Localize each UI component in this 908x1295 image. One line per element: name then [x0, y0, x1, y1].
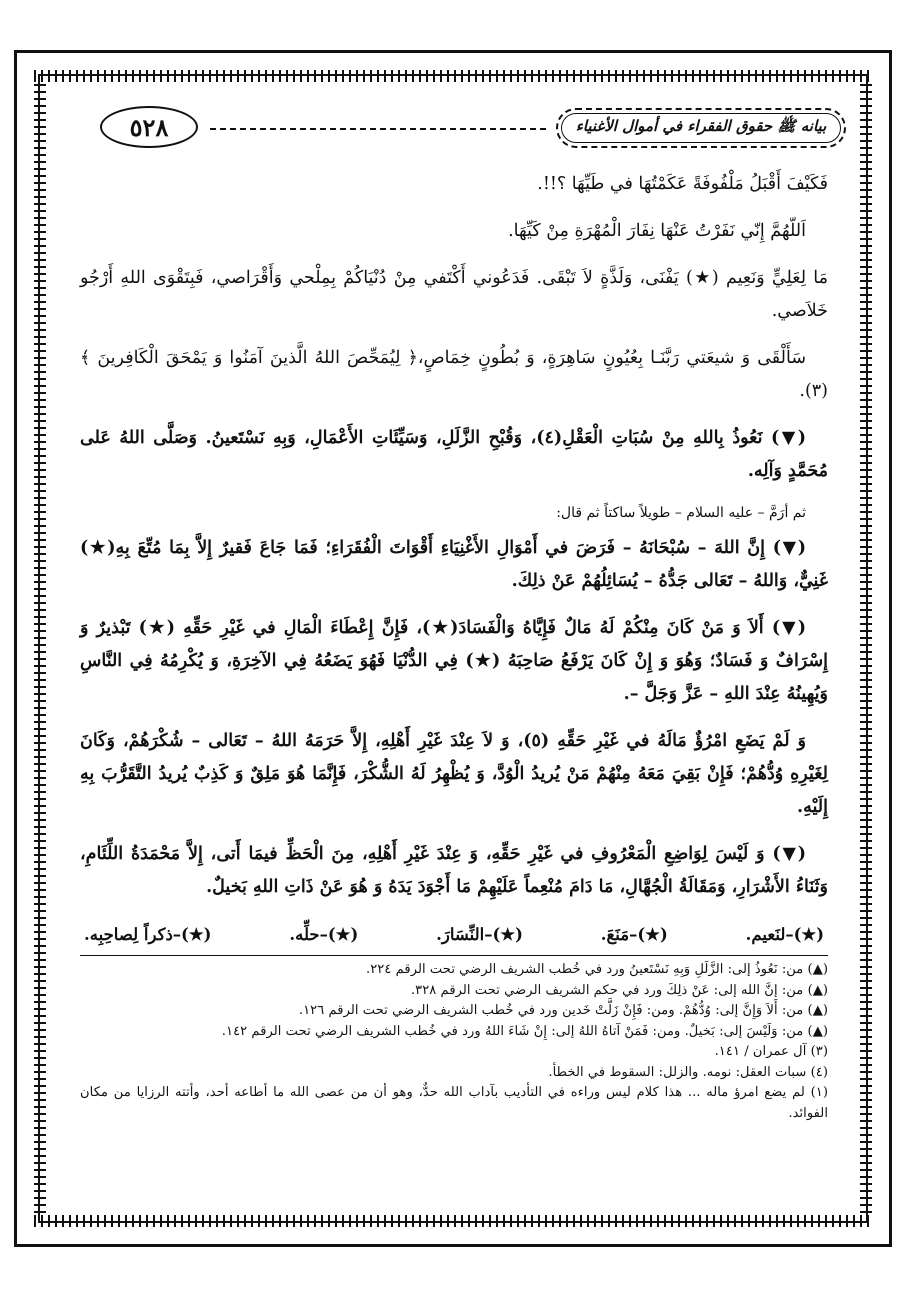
page-body — [80, 168, 828, 1124]
narration-line: ثم أرَمَّ – عليه السلام – طويلاً ساكتاً ثم قال: — [556, 505, 806, 521]
chapter-title-box — [556, 108, 846, 148]
glossary-term: (★)–حلِّه. — [289, 925, 359, 944]
paragraph: وَ لَمْ يَضَعِ امْرُؤٌ مَالَهُ في غَيْرِ حَقِّهِ (٥)، وَ لاَ عِنْدَ غَيْرِ أَهْلِهِ، إِلاَّ حَرَمَهُ اللهُ – تَعَالى – شُكْرَهُمْ، وَكَانَ لِغَيْرِهِ وُدُّهُمْ؛ فَإِنْ بَقِيَ مَعَهُ مِنْهُمْ مَنْ يُريدُ الْوُدَّ، وَ يُظْهِرُ لَهُ الشُّكْرَ، فَإِنَّمَا هُوَ مَلِقٌ وَ كَذِبٌ يُريدُ التَّقَرُّبَ بِهِ إِلَيْهِ. — [80, 731, 828, 817]
glossary-term: (★)–النِّسَارَ. — [436, 925, 523, 944]
footnote: (٤) سبات العقل: نومه. والزلل: السقوط في الخطأ. — [548, 1064, 828, 1080]
glossary-term: (★)–ذكراً لِصاحِبِه. — [84, 925, 212, 944]
paragraph: (▼) أَلاَ وَ مَنْ كَانَ مِنْكُمْ لَهُ مَالٌ فَإِيَّاهُ وَالْفَسَادَ(★)، فَإِنَّ إِعْطَاءَ الْمَالِ في غَيْرِ حَقِّهِ (★) تَبْذيرٌ وَ إِسْرَافٌ وَ فَسَادٌ؛ وَهُوَ وَ إِنْ كَانَ يَرْفَعُ صَاحِبَهُ (★) فِي الدُّنْيَا فَهُوَ يَضَعُهُ فِي الآخِرَةِ، وَ يُكْرِمُهُ فِي النَّاسِ وَيُهِينُهُ عِنْدَ اللهِ – عَزَّ وَجَلَّ –. — [80, 618, 828, 704]
footnote: (١) لم يضع امرؤ ماله ... هذا كلام ليس وراءه في التأديب بآداب الله حدٌّ، وهو أن من عصى الله ما أطاعه أحد، وأتته الرزايا من مكان الفوائد. — [80, 1085, 828, 1121]
glossary-terms — [80, 918, 828, 951]
glossary-term: (★)–مَنَعَ. — [600, 925, 668, 944]
paragraph: سَأَلْقَى وَ شيعَتي رَبَّنَـا بِعُيُونٍ سَاهِرَةٍ، وَ بُطُونٍ خِمَاصٍ،﴿ لِيُمَحِّصَ اللهُ الَّذينَ آمَنُوا وَ يَمْحَقَ الْكَافِرينَ ﴾(٣). — [80, 348, 828, 401]
footnote: (▲) من: إنَّ الله إلى: عَنْ ذلِكَ ورد في حكم الشريف الرضي تحت الرقم ٣٢٨. — [410, 982, 828, 998]
glossary-term: (★)–لنَعيم. — [745, 925, 824, 944]
footnote: (▲) من: أَلاَ وَإِنَّ إلى: وُدُّهُمْ. ومن: فَإِنْ زَلَّتْ خَدين ورد في خُطب الشريف الرضي تحت الرقم ١٢٦. — [298, 1003, 828, 1018]
page-number: ٥٢٨ — [129, 112, 169, 142]
paragraph: (▼) إِنَّ اللهَ – سُبْحَانَهُ – فَرَضَ في أَمْوَالِ الأَغْنِيَاءِ أَقْوَاتَ الْفُقَرَاءِ؛ فَمَا جَاعَ فَقيرٌ إِلاَّ بِمَا مُتِّعَ بِهِ(★) غَنِيٌّ، وَاللهُ – تَعَالى جَدُّهُ – يُسَائِلُهُمْ عَنْ ذلِكَ. — [80, 538, 828, 591]
footnote: (▲) من: وَلَيْسَ إلى: بَخيلٌ. ومن: فَمَنْ آتاهُ اللهُ إلى: إِنْ شَاءَ اللهُ ورد في خُطب الشريف الرضي تحت الرقم ١٤٢. — [221, 1023, 828, 1039]
footnote: (٣) آل عمران / ١٤١. — [714, 1044, 828, 1059]
header-divider — [210, 128, 546, 130]
paragraph: فَكَيْفَ أَقْبَلُ مَلْفُوفَةً عَكَمْتُهَا في طَيِّهَا ؟!!. — [537, 174, 828, 194]
footnotes — [80, 955, 828, 1124]
paragraph: مَا لِعَلِيٍّ وَنَعِيم (★) يَفْنَى، وَلَذَّةٍ لاَ تَبْقَى. فَدَعُوني أَكْتَفي مِنْ دُنْيَاكُمْ بِمِلْحي وَأَقْرَاصي، فَبِتَقْوَى اللهِ أَرْجُو خَلاَصي. — [80, 268, 828, 321]
paragraph: (▼) نَعُوذُ بِاللهِ مِنْ سُبَاتِ الْعَقْلِ(٤)، وَقُبْحِ الزَّلَلِ، وَسَيِّئَاتِ الأَعْمَالِ، وَبِهِ نَسْتَعينُ. وَصَلَّى اللهُ عَلى مُحَمَّدٍ وَآلِه. — [80, 428, 828, 481]
footnote: (▲) من: نَعُوذُ إلى: الزَّلَلِ وَبِهِ نَسْتَعينُ ورد في خُطب الشريف الرضي تحت الرقم ٢٢٤. — [365, 962, 828, 977]
page-number-box — [100, 106, 198, 148]
paragraph: (▼) وَ لَيْسَ لِوَاضِعِ الْمَعْرُوفِ في غَيْرِ حَقِّهِ، وَ عِنْدَ غَيْرِ أَهْلِهِ، مِنَ الْحَظِّ فيمَا أَتى، إِلاَّ مَحْمَدَةُ اللِّئَامِ، وَثَنَاءُ الأَشْرَارِ، وَمَقَالَةُ الْجُهَّالِ، مَا دَامَ مُنْعِماً عَلَيْهِمْ مَا أَجْوَدَ يَدَهُ وَ هُوَ عَنْ ذَاتِ اللهِ بَخيلٌ. — [80, 844, 828, 897]
paragraph: اَللّهُمَّ إِنّي نَفَرْتُ عَنْهَا نِفَارَ الْمُهْرَةِ مِنْ كَيِّهَا. — [508, 221, 806, 241]
chapter-title: بيانه ﷺ حقوق الفقراء في أموال الأغنياء — [575, 117, 827, 135]
page-header — [60, 102, 846, 154]
